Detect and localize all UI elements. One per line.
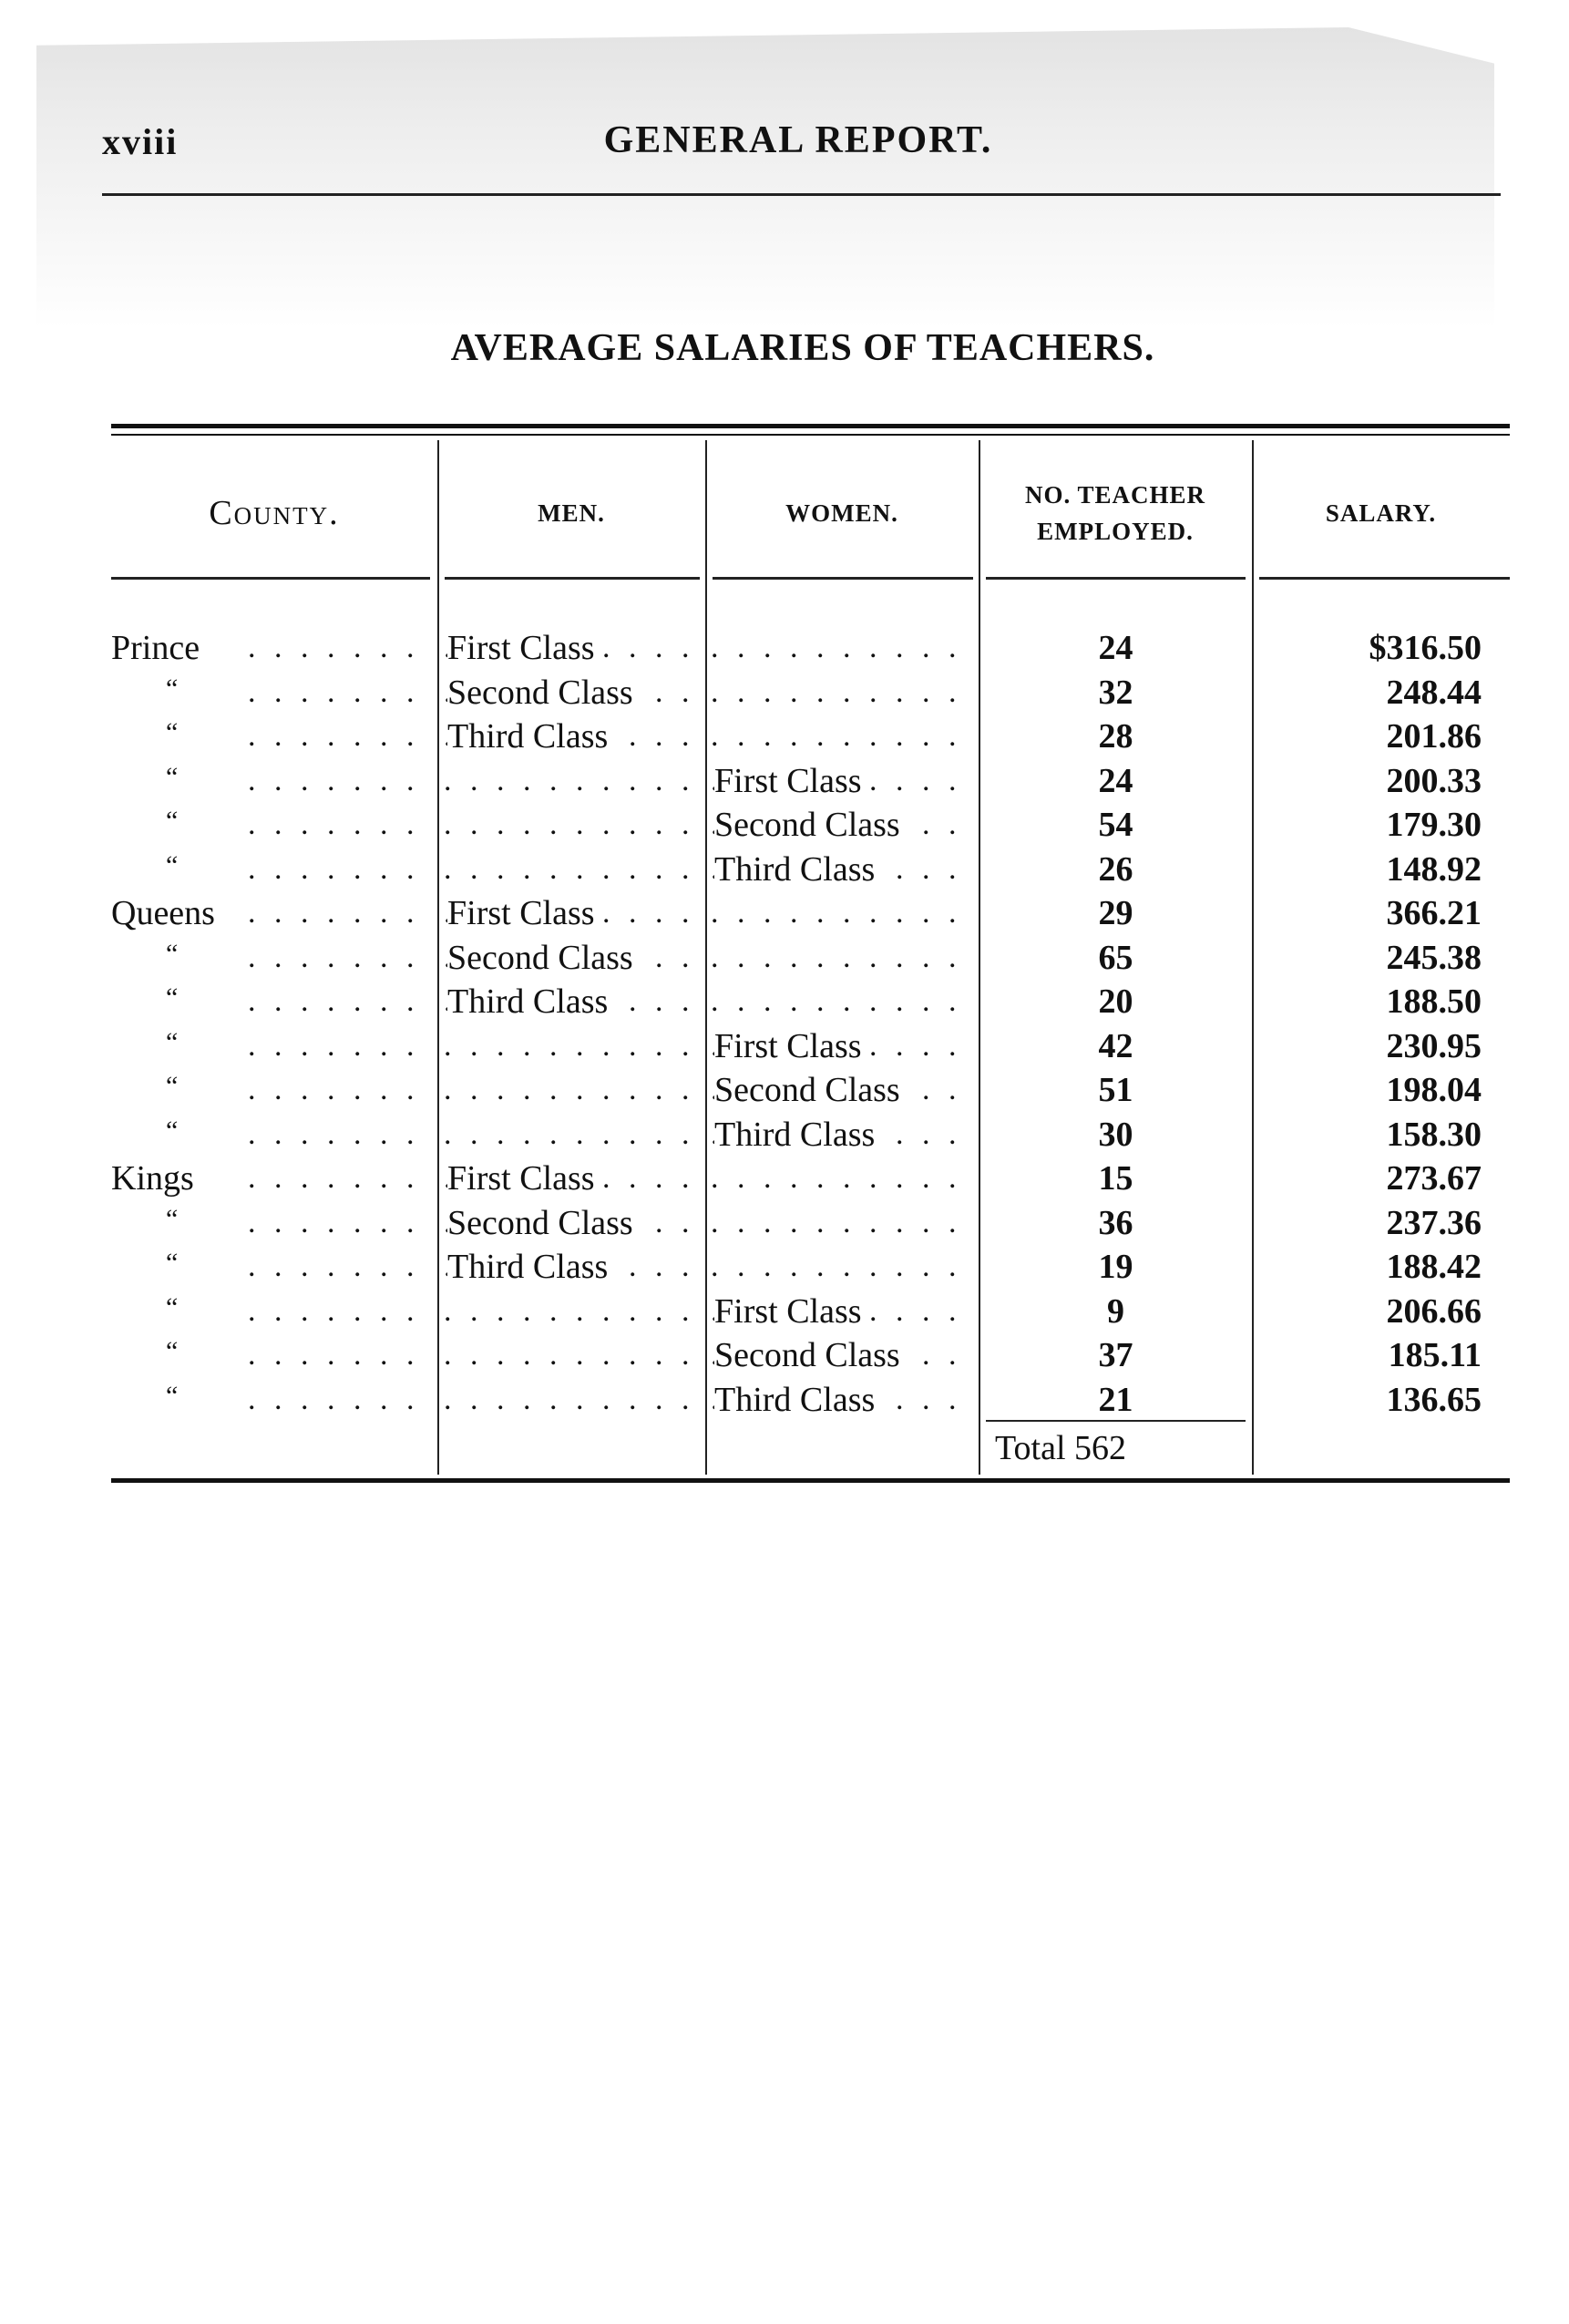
women-cell	[711, 1201, 977, 1246]
table-row	[111, 803, 1510, 848]
county-cell	[111, 1290, 432, 1334]
teacher-class-label: First Class	[714, 1024, 866, 1069]
women-cell	[711, 1157, 977, 1201]
county-cell	[111, 1245, 432, 1290]
dot-leader	[248, 1024, 432, 1069]
salary-cell: 206.66	[1386, 1291, 1482, 1331]
dot-leader	[711, 891, 977, 936]
county-cell	[111, 1333, 432, 1378]
table-row	[111, 715, 1510, 759]
women-cell	[711, 1378, 977, 1423]
dot-leader	[248, 891, 432, 936]
ditto-mark: “	[166, 761, 179, 792]
county-cell	[111, 1113, 432, 1157]
salary-cell: 148.92	[1386, 849, 1482, 889]
dot-leader	[248, 1113, 432, 1157]
dot-leader	[248, 1068, 432, 1113]
teachers-employed-cell: 32	[1098, 673, 1133, 712]
dot-leader	[248, 1201, 432, 1246]
teachers-employed-cell: 37	[1098, 1336, 1133, 1374]
ditto-mark: “	[166, 806, 179, 836]
dot-leader	[248, 936, 432, 981]
men-cell	[444, 848, 703, 892]
header-county: County.	[209, 494, 340, 532]
salary-cell: 230.95	[1386, 1026, 1482, 1065]
county-cell	[111, 671, 432, 715]
ditto-mark: “	[166, 1380, 179, 1411]
women-cell	[711, 803, 977, 848]
county-cell	[111, 1068, 432, 1113]
table-row	[111, 1245, 1510, 1290]
teacher-class-label: Second Class	[714, 1068, 904, 1113]
table-bottom-rule	[111, 1478, 1510, 1483]
men-cell	[444, 626, 703, 671]
teachers-employed-cell: 19	[1098, 1248, 1133, 1286]
ditto-mark: “	[166, 1291, 179, 1322]
women-cell	[711, 715, 977, 759]
men-cell	[444, 1201, 703, 1246]
county-cell	[111, 626, 432, 671]
teacher-class-label: Second Class	[447, 1201, 637, 1246]
header-teachers-line2: EMPLOYED.	[1037, 518, 1194, 545]
salary-cell: 188.50	[1386, 982, 1482, 1021]
dot-leader	[444, 1378, 703, 1423]
women-cell	[711, 1024, 977, 1069]
county-cell	[111, 759, 432, 804]
teacher-class-label: First Class	[447, 1157, 599, 1201]
teacher-class-label: Third Class	[714, 1113, 878, 1157]
men-cell	[444, 1157, 703, 1201]
salary-cell: 179.30	[1386, 806, 1482, 844]
dot-leader	[248, 1157, 432, 1201]
ditto-mark: “	[166, 1026, 179, 1057]
teacher-class-label: Second Class	[447, 936, 637, 981]
teachers-employed-cell: 26	[1098, 849, 1133, 889]
salary-cell: 201.86	[1386, 717, 1482, 756]
dot-leader	[711, 671, 977, 715]
teachers-employed-cell: 42	[1098, 1026, 1133, 1065]
dot-leader	[444, 1113, 703, 1157]
dot-leader	[248, 848, 432, 892]
teachers-employed-cell: 36	[1098, 1203, 1133, 1242]
salary-cell: 245.38	[1386, 938, 1482, 977]
men-cell	[444, 1024, 703, 1069]
dot-leader	[711, 980, 977, 1024]
dot-leader	[444, 803, 703, 848]
header-teachers-employed	[979, 458, 1252, 568]
county-cell	[111, 1378, 432, 1423]
dot-leader	[248, 759, 432, 804]
dot-leader	[444, 1290, 703, 1334]
dot-leader	[248, 1378, 432, 1423]
dot-leader	[248, 980, 432, 1024]
table-row	[111, 1290, 1510, 1334]
men-cell	[444, 715, 703, 759]
teachers-employed-cell: 28	[1098, 717, 1133, 756]
salary-cell: 366.21	[1386, 894, 1482, 932]
women-cell	[711, 1113, 977, 1157]
table-top-rule-thin	[111, 434, 1510, 436]
header-rule	[102, 193, 1501, 196]
dot-leader	[248, 1245, 432, 1290]
header-underline	[1259, 577, 1510, 580]
teacher-class-label: Second Class	[714, 803, 904, 848]
salary-cell: 188.42	[1386, 1248, 1482, 1286]
table-row	[111, 980, 1510, 1024]
dot-leader	[248, 626, 432, 671]
salary-cell: 273.67	[1386, 1159, 1482, 1198]
table-row	[111, 1024, 1510, 1069]
ditto-mark: “	[166, 849, 179, 880]
header-salary: SALARY.	[1325, 499, 1437, 527]
dot-leader	[711, 1245, 977, 1290]
dot-leader	[711, 1157, 977, 1201]
salary-table	[111, 424, 1510, 1486]
women-cell	[711, 980, 977, 1024]
teacher-class-label: First Class	[447, 626, 599, 671]
ditto-mark: “	[166, 717, 179, 747]
ditto-mark: “	[166, 982, 179, 1013]
table-row	[111, 1333, 1510, 1378]
county-cell	[111, 936, 432, 981]
teacher-class-label: Second Class	[447, 671, 637, 715]
teacher-class-label: Third Class	[714, 848, 878, 892]
ditto-mark: “	[166, 1248, 179, 1278]
county-cell	[111, 1024, 432, 1069]
dot-leader	[444, 759, 703, 804]
teachers-employed-cell: 51	[1098, 1071, 1133, 1109]
teachers-employed-cell: 30	[1098, 1115, 1133, 1154]
teacher-class-label: Second Class	[714, 1333, 904, 1378]
men-cell	[444, 1333, 703, 1378]
dot-leader	[444, 1068, 703, 1113]
men-cell	[444, 980, 703, 1024]
header-underline	[111, 577, 430, 580]
table-row	[111, 1378, 1510, 1423]
teacher-class-label: First Class	[447, 891, 599, 936]
header-teachers-line1: NO. TEACHER	[1024, 481, 1206, 509]
table-row	[111, 671, 1510, 715]
teachers-employed-cell: 21	[1098, 1380, 1133, 1419]
teachers-employed-cell: 54	[1098, 806, 1133, 844]
county-cell	[111, 1157, 432, 1201]
county-cell	[111, 891, 432, 936]
total-teachers: Total 562	[995, 1429, 1127, 1467]
women-cell	[711, 848, 977, 892]
men-cell	[444, 891, 703, 936]
teacher-class-label: Third Class	[447, 1245, 611, 1290]
dot-leader	[248, 803, 432, 848]
header-women: WOMEN.	[785, 499, 898, 527]
county-cell	[111, 980, 432, 1024]
salary-cell: 248.44	[1386, 673, 1482, 712]
women-cell	[711, 1245, 977, 1290]
salary-cell: $316.50	[1369, 629, 1482, 667]
salary-cell: 237.36	[1386, 1203, 1482, 1242]
women-cell	[711, 626, 977, 671]
salary-cell: 198.04	[1386, 1071, 1482, 1109]
running-head: GENERAL REPORT.	[603, 119, 993, 161]
women-cell	[711, 1333, 977, 1378]
women-cell	[711, 671, 977, 715]
county-name: Prince	[111, 626, 205, 671]
table-row	[111, 1068, 1510, 1113]
table-row	[111, 936, 1510, 981]
table-top-rule	[111, 424, 1510, 428]
county-cell	[111, 803, 432, 848]
ditto-mark: “	[166, 938, 179, 969]
total-rule	[986, 1420, 1246, 1422]
women-cell	[711, 936, 977, 981]
header-underline	[986, 577, 1246, 580]
county-cell	[111, 715, 432, 759]
women-cell	[711, 1068, 977, 1113]
men-cell	[444, 1378, 703, 1423]
header-men: MEN.	[538, 499, 605, 527]
men-cell	[444, 803, 703, 848]
county-name: Queens	[111, 891, 220, 936]
men-cell	[444, 759, 703, 804]
teacher-class-label: First Class	[714, 1290, 866, 1334]
table-row	[111, 1201, 1510, 1246]
men-cell	[444, 671, 703, 715]
teachers-employed-cell: 29	[1098, 894, 1133, 932]
teachers-employed-cell: 24	[1098, 761, 1133, 800]
dot-leader	[248, 1333, 432, 1378]
county-name: Kings	[111, 1157, 200, 1201]
dot-leader	[444, 848, 703, 892]
ditto-mark: “	[166, 1115, 179, 1146]
table-row	[111, 759, 1510, 804]
salary-cell: 136.65	[1386, 1380, 1482, 1419]
table-row	[111, 891, 1510, 936]
teachers-employed-cell: 65	[1098, 938, 1133, 977]
header-underline	[713, 577, 973, 580]
dot-leader	[248, 715, 432, 759]
salary-cell: 158.30	[1386, 1115, 1482, 1154]
teacher-class-label: Third Class	[447, 715, 611, 759]
table-row	[111, 1157, 1510, 1201]
scan-shading	[36, 27, 1494, 328]
county-cell	[111, 1201, 432, 1246]
salary-cell: 185.11	[1388, 1336, 1482, 1374]
dot-leader	[248, 671, 432, 715]
dot-leader	[711, 1201, 977, 1246]
salary-cell: 200.33	[1386, 761, 1482, 800]
ditto-mark: “	[166, 1071, 179, 1101]
table-body	[111, 626, 1510, 1422]
ditto-mark: “	[166, 673, 179, 704]
teachers-employed-cell: 24	[1098, 629, 1133, 667]
men-cell	[444, 1068, 703, 1113]
dot-leader	[711, 715, 977, 759]
teachers-employed-cell: 20	[1098, 982, 1133, 1021]
men-cell	[444, 936, 703, 981]
teacher-class-label: Third Class	[714, 1378, 878, 1423]
page-number: xviii	[102, 121, 179, 162]
dot-leader	[711, 936, 977, 981]
women-cell	[711, 891, 977, 936]
dot-leader	[444, 1333, 703, 1378]
table-row	[111, 626, 1510, 671]
table-row	[111, 848, 1510, 892]
county-cell	[111, 848, 432, 892]
dot-leader	[444, 1024, 703, 1069]
ditto-mark: “	[166, 1336, 179, 1366]
dot-leader	[248, 1290, 432, 1334]
men-cell	[444, 1113, 703, 1157]
dot-leader	[711, 626, 977, 671]
women-cell	[711, 1290, 977, 1334]
table-title: AVERAGE SALARIES OF TEACHERS.	[450, 327, 1155, 369]
teacher-class-label: First Class	[714, 759, 866, 804]
men-cell	[444, 1245, 703, 1290]
women-cell	[711, 759, 977, 804]
teachers-employed-cell: 9	[1107, 1291, 1124, 1331]
table-row	[111, 1113, 1510, 1157]
teacher-class-label: Third Class	[447, 980, 611, 1024]
header-underline	[445, 577, 700, 580]
men-cell	[444, 1290, 703, 1334]
teachers-employed-cell: 15	[1098, 1159, 1133, 1198]
ditto-mark: “	[166, 1203, 179, 1234]
